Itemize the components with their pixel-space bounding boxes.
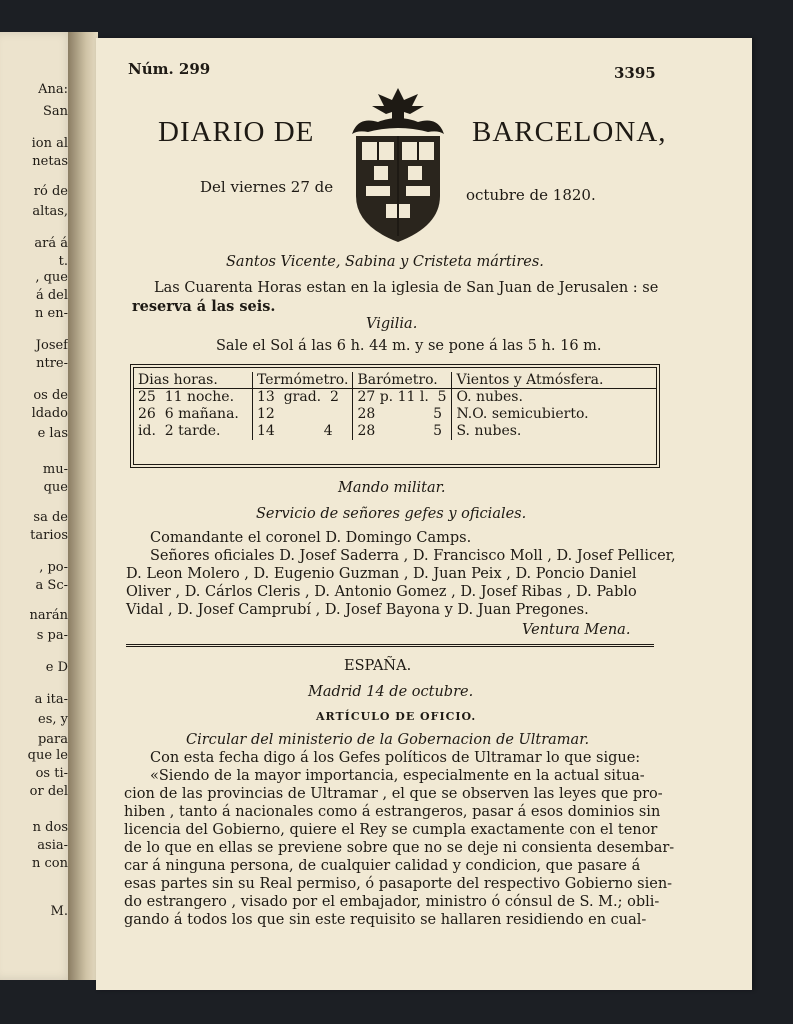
sunrise-sunset: Sale el Sol á las 6 h. 44 m. y se pone á las 5 h. 16 m. xyxy=(216,338,602,354)
table-row xyxy=(134,389,656,407)
cell: 28 5 xyxy=(353,406,452,423)
mando-militar-heading: Mando militar. xyxy=(338,480,446,496)
article-line: «Siendo de la mayor importancia, especialmente en la actual situa- xyxy=(150,768,645,784)
officers-line-2: D. Leon Molero , D. Eugenio Guzman , D. Juan Peix , D. Poncio Daniel xyxy=(126,566,637,582)
weather-table xyxy=(130,364,660,468)
previous-page-fragment: e las xyxy=(37,426,68,441)
cell: 26 6 mañana. xyxy=(138,406,239,422)
previous-page-fragment: á del xyxy=(35,288,68,303)
title-right: BARCELONA, xyxy=(472,116,667,148)
previous-page-fragment: que le xyxy=(27,748,68,763)
previous-page-fragment: a ita- xyxy=(34,692,68,707)
articulo-de-oficio: ARTÍCULO DE OFICIO. xyxy=(316,710,477,723)
article-line: de lo que en ellas se previene sobre que no se deje ni consienta desembar- xyxy=(124,840,675,856)
previous-page-fragment: ntre- xyxy=(36,356,68,371)
article-line: Con esta fecha digo á los Gefes políticos de Ultramar lo que sigue: xyxy=(150,750,641,766)
cuarenta-horas-line2: reserva á las seis. xyxy=(132,298,276,315)
table-row xyxy=(134,406,656,423)
article-line: cion de las provincias de Ultramar , el que se observen las leyes que pro- xyxy=(124,786,663,802)
officers-line-3: Oliver , D. Cárlos Cleris , D. Antonio Gomez , D. Josef Ribas , D. Pablo xyxy=(126,584,637,600)
previous-page-fragment: os ti- xyxy=(35,766,68,781)
previous-page-fragment: e D xyxy=(45,660,68,675)
cell: 12 xyxy=(253,406,353,423)
previous-page xyxy=(0,32,75,980)
previous-page-fragment: tarios xyxy=(30,528,68,543)
circular-title: Circular del ministerio de la Gobernacion de Ultramar. xyxy=(186,732,590,748)
coat-of-arms-icon xyxy=(338,86,458,246)
cell: 27 p. 11 l. 5 xyxy=(353,389,452,407)
previous-page-fragment: Josef xyxy=(35,338,68,353)
previous-page-fragment: ion al xyxy=(31,136,68,151)
previous-page-fragment: n con xyxy=(32,856,68,871)
article-line: esas partes sin su Real permiso, ó pasaporte del respectivo Gobierno sien- xyxy=(124,876,673,892)
previous-page-fragment: sa de xyxy=(33,510,68,525)
page-number: 3395 xyxy=(614,64,656,82)
title-left: DIARIO DE xyxy=(158,116,315,148)
previous-page-fragment: ldado xyxy=(31,406,68,421)
previous-page-fragment: , que xyxy=(35,270,68,285)
newspaper-page xyxy=(96,38,752,990)
col-dias-horas: Dias horas. xyxy=(134,372,253,389)
servicio-subheading: Servicio de señores gefes y oficiales. xyxy=(256,506,527,522)
previous-page-fragment: para xyxy=(37,732,68,747)
cell: id. 2 tarde. xyxy=(138,423,221,439)
cell: 13 grad. 2 xyxy=(253,389,353,407)
previous-page-fragment: altas, xyxy=(32,204,68,219)
previous-page-fragment: M. xyxy=(50,904,68,919)
previous-page-fragment: t. xyxy=(58,254,68,269)
previous-page-fragment: os de xyxy=(33,388,68,403)
commander-line: Comandante el coronel D. Domingo Camps. xyxy=(150,530,472,546)
vigilia-label: Vigilia. xyxy=(366,316,418,332)
previous-page-fragment: es, y xyxy=(38,712,68,727)
cell: S. nubes. xyxy=(452,423,656,440)
article-line: car á ninguna persona, de cualquier calidad y condicion, que pasare á xyxy=(124,858,641,874)
section-divider xyxy=(126,644,654,647)
previous-page-fragment: San xyxy=(42,104,68,119)
previous-page-fragment: que xyxy=(43,480,68,495)
col-barometro: Barómetro. xyxy=(353,372,452,389)
weather-header-row xyxy=(134,372,656,389)
table-row xyxy=(134,423,656,440)
cell: 28 5 xyxy=(353,423,452,440)
date-right: octubre de 1820. xyxy=(466,186,596,204)
cell: 14 4 xyxy=(253,423,353,440)
previous-page-fragment: or del xyxy=(29,784,68,799)
signature: Ventura Mena. xyxy=(522,622,631,638)
previous-page-fragment: a Sc- xyxy=(35,578,68,593)
article-line: gando á todos los que sin este requisito se hallaren residiendo en cual- xyxy=(124,912,647,928)
previous-page-fragment: asia- xyxy=(37,838,68,853)
date-left: Del viernes 27 de xyxy=(200,178,334,196)
cell: O. nubes. xyxy=(452,389,656,407)
cuarenta-horas-line1: Las Cuarenta Horas estan en la iglesia de San Juan de Jerusalen : se xyxy=(154,280,659,296)
col-vientos: Vientos y Atmósfera. xyxy=(452,372,656,389)
previous-page-fragment: , po- xyxy=(39,560,68,575)
espana-heading: ESPAÑA. xyxy=(344,658,412,674)
cell: N.O. semicubierto. xyxy=(452,406,656,423)
previous-page-fragment: s pa- xyxy=(36,628,68,643)
article-line: do estrangero , visado por el embajador, ministro ó cónsul de S. M.; obli- xyxy=(124,894,660,910)
previous-page-fragment: ró de xyxy=(33,184,68,199)
article-line: hiben , tanto á nacionales como á estrangeros, pasar á esos dominios sin xyxy=(124,804,661,820)
previous-page-fragment: ará á xyxy=(34,236,68,251)
previous-page-fragment: mu- xyxy=(42,462,68,477)
article-line: licencia del Gobierno, quiere el Rey se cumpla exactamente con el tenor xyxy=(124,822,658,838)
previous-page-fragment: Ana: xyxy=(38,82,68,97)
previous-page-fragment: n dos xyxy=(32,820,68,835)
officers-line-4: Vidal , D. Josef Camprubí , D. Josef Bayona y D. Juan Pregones. xyxy=(126,602,589,618)
previous-page-fragment: netas xyxy=(32,154,68,169)
saints-line: Santos Vicente, Sabina y Cristeta mártires. xyxy=(226,254,544,270)
previous-page-fragment: n en- xyxy=(35,306,68,321)
previous-page-fragment: narán xyxy=(29,608,68,623)
madrid-dateline: Madrid 14 de octubre. xyxy=(308,684,474,700)
issue-number: Núm. 299 xyxy=(128,60,211,78)
cell: 25 11 noche. xyxy=(138,389,235,405)
book-gutter xyxy=(68,32,98,980)
col-termometro: Termómetro. xyxy=(253,372,353,389)
officers-line-1: Señores oficiales D. Josef Saderra , D. Francisco Moll , D. Josef Pellicer, xyxy=(150,548,676,564)
